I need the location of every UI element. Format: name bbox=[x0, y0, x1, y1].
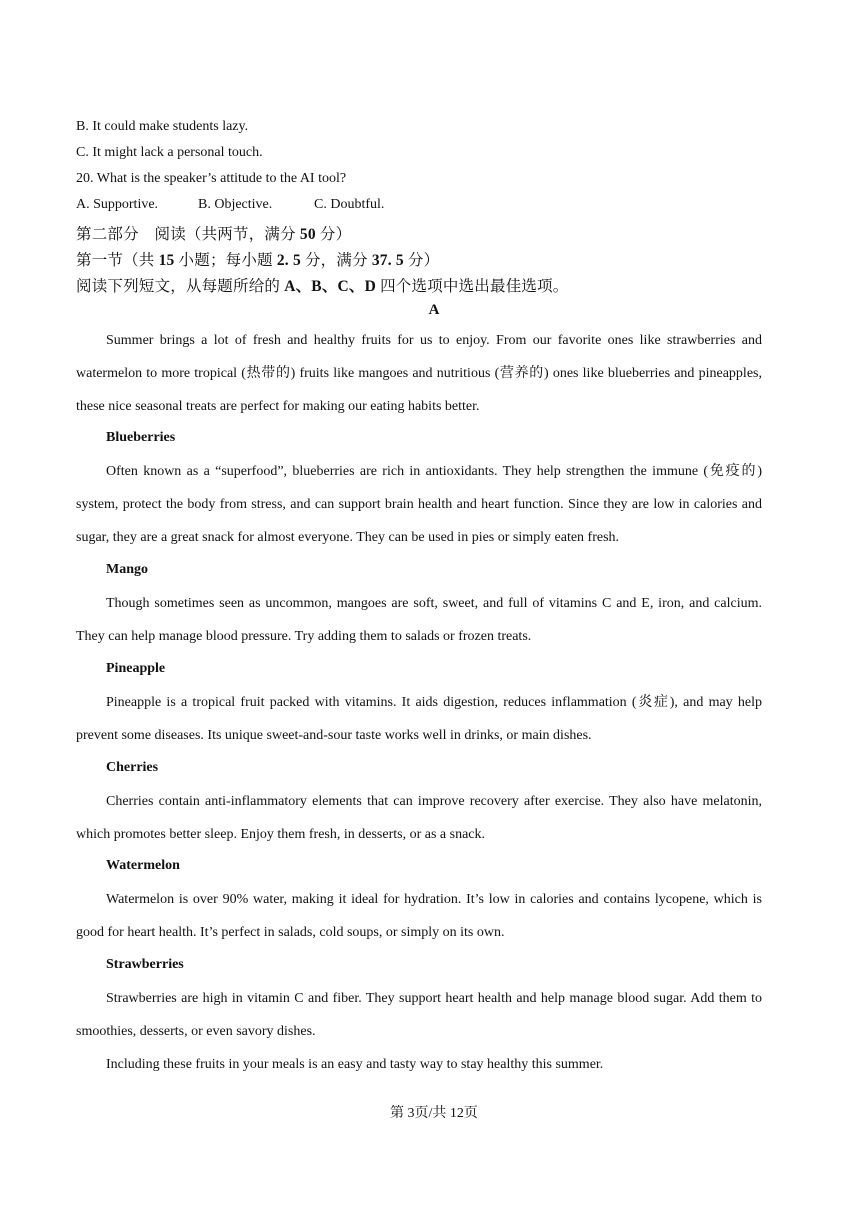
part-title-text: 第二部分 阅读（共两节，满分 bbox=[76, 226, 300, 243]
fruit-heading-cherries: Cherries bbox=[106, 760, 159, 775]
passage-intro: Summer brings a lot of fresh and healthy fruits for us to enjoy. From our favorite ones like strawberries and watermelon to more tropical (热带的) fruits like mangoes and nutritious (营养的) ones like blueberries and pineapples, these nice seasonal treats are perfect for making our eating habits better. bbox=[76, 333, 762, 414]
q20-question: 20. What is the speaker’s attitude to the AI tool? bbox=[76, 171, 347, 186]
part-title bbox=[76, 222, 351, 244]
q20-option-b: B. Objective. bbox=[198, 197, 273, 212]
part-title-score: 50 bbox=[299, 226, 316, 243]
fruit-text-blueberries: Often known as a “superfood”, blueberries are rich in antioxidants. They help strengthen the immune (免疫的) system, protect the body from stress, and can support brain health and heart function. Since they are low in calories and sugar, they are a great snack for almost everyone. They can be used in pies or simply eaten fresh. bbox=[76, 464, 762, 545]
page-number: 第 3页/共 12页 bbox=[390, 1106, 478, 1121]
fruit-text-mango: Though sometimes seen as uncommon, mangoes are soft, sweet, and full of vitamins C and E, iron, and calcium. They can help manage blood pressure. Try adding them to salads or frozen treats. bbox=[76, 596, 762, 644]
fruit-text-pineapple: Pineapple is a tropical fruit packed with vitamins. It aids digestion, reduces inflammation (炎症), and may help prevent some diseases. Its unique sweet-and-sour taste works well in drinks, or main dishes. bbox=[76, 695, 762, 743]
section-title-mid2: 分，满分 bbox=[300, 252, 372, 269]
section-score-each: 2. 5 bbox=[276, 252, 301, 269]
fruit-text-cherries: Cherries contain anti-inflammatory elements that can improve recovery after exercise. They also have melatonin, which promotes better sleep. Enjoy them fresh, in desserts, or as a snack. bbox=[76, 794, 762, 842]
q20-options bbox=[76, 197, 384, 213]
fruit-heading-pineapple: Pineapple bbox=[106, 661, 166, 676]
section-question-count: 15 bbox=[158, 252, 175, 269]
q19-option-c: C. It might lack a personal touch. bbox=[76, 145, 263, 160]
fruit-heading-blueberries: Blueberries bbox=[106, 430, 176, 445]
q20-option-a: A. Supportive. bbox=[76, 197, 159, 212]
section-score-total: 37. 5 bbox=[371, 252, 404, 269]
passage-conclusion: Including these fruits in your meals is an easy and tasty way to stay healthy this summer. bbox=[106, 1057, 604, 1072]
section-title-suffix: 分） bbox=[403, 252, 440, 269]
instructions bbox=[76, 274, 569, 296]
fruit-text-strawberries: Strawberries are high in vitamin C and fiber. They support heart health and help manage blood sugar. Add them to smoothies, desserts, or even savory dishes. bbox=[76, 991, 762, 1039]
section-title-mid1: 小题；每小题 bbox=[174, 252, 277, 269]
fruit-text-watermelon: Watermelon is over 90% water, making it ideal for hydration. It’s low in calories and contains lycopene, which is good for heart health. It’s perfect in salads, cold soups, or simply on its own. bbox=[76, 892, 762, 940]
fruit-heading-strawberries: Strawberries bbox=[106, 957, 184, 972]
q19-option-b: B. It could make students lazy. bbox=[76, 119, 249, 134]
fruit-heading-mango: Mango bbox=[106, 562, 148, 577]
fruit-heading-watermelon: Watermelon bbox=[106, 858, 180, 873]
instruction-text: 阅读下列短文，从每题所给的 bbox=[76, 278, 285, 295]
part-title-suffix: 分） bbox=[315, 226, 352, 243]
instruction-letters: A、B、C、D bbox=[284, 278, 377, 295]
section-title bbox=[76, 248, 439, 270]
instruction-suffix: 四个选项中选出最佳选项。 bbox=[376, 278, 569, 295]
section-title-text: 第一节（共 bbox=[76, 252, 159, 269]
q20-option-c: C. Doubtful. bbox=[314, 197, 385, 212]
passage-letter: A bbox=[428, 302, 440, 318]
